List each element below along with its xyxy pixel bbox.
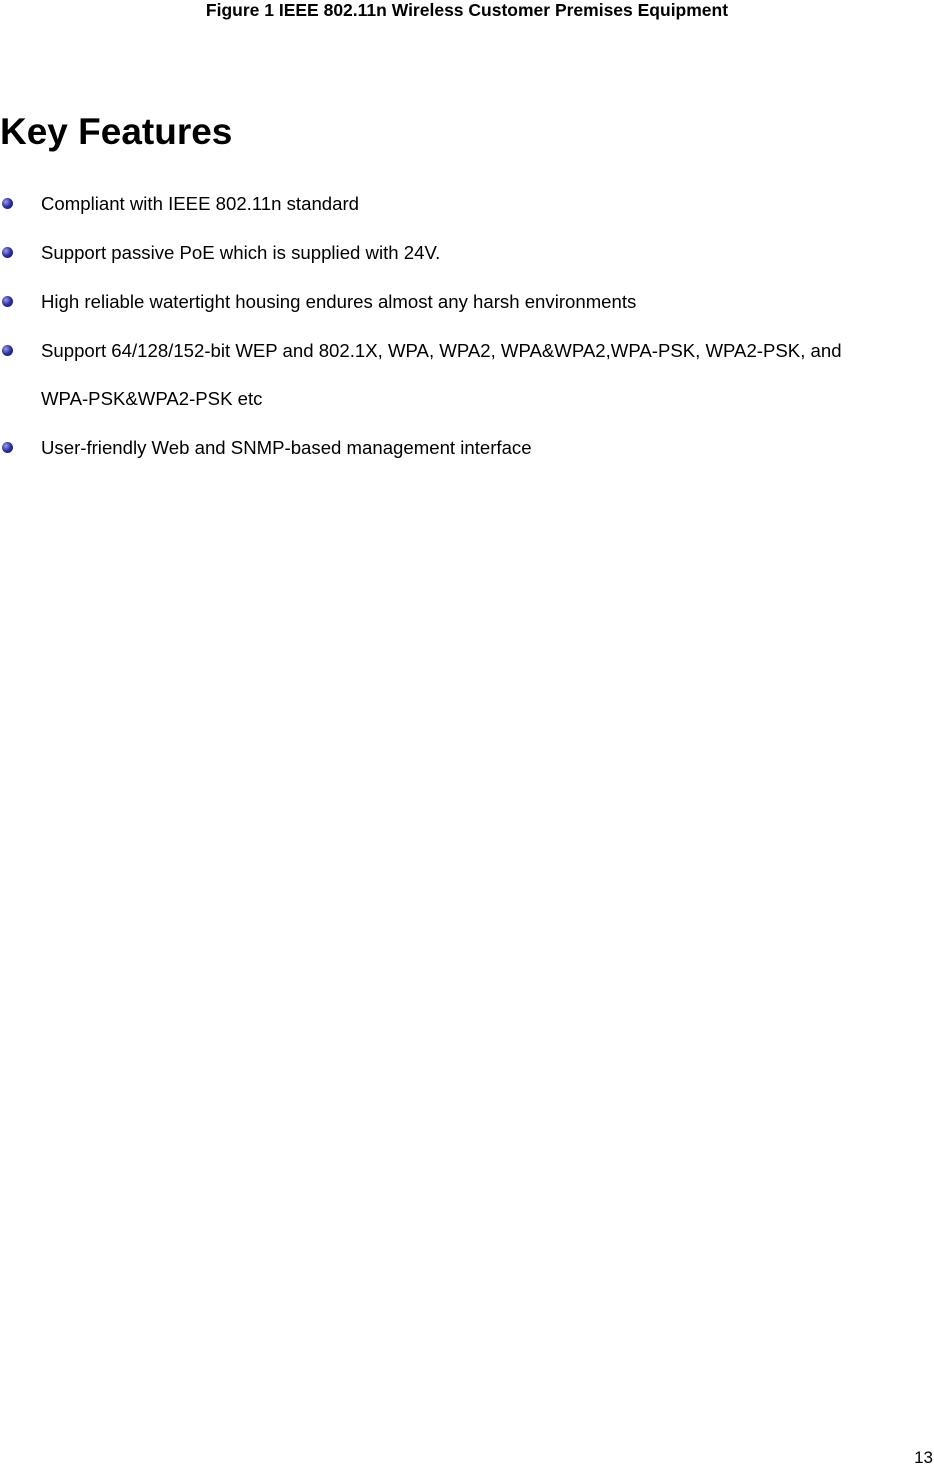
feature-item [0,336,934,366]
feature-text: Support 64/128/152-bit WEP and 802.1X, WPA, WPA2, WPA&WPA2,WPA-PSK, WPA2-PSK, and [41,340,842,361]
feature-item [0,238,934,268]
feature-text: High reliable watertight housing endures almost any harsh environments [41,291,637,312]
bullet-icon [2,296,13,307]
feature-item [0,189,934,219]
feature-text: Compliant with IEEE 802.11n standard [41,193,359,214]
page-number: 13 [914,1448,933,1467]
feature-text-continuation: WPA-PSK&WPA2-PSK etc [41,388,263,409]
feature-text: Support passive PoE which is supplied with 24V. [41,242,441,263]
bullet-icon [2,198,13,209]
bullet-icon [2,442,13,453]
bullet-icon [2,247,13,258]
bullet-icon [2,345,13,356]
feature-item [0,287,934,317]
section-heading: Key Features [0,111,233,152]
figure-caption: Figure 1 IEEE 802.11n Wireless Customer Premises Equipment [205,0,729,20]
feature-text: User-friendly Web and SNMP-based management interface [41,437,532,458]
feature-item [0,433,934,463]
